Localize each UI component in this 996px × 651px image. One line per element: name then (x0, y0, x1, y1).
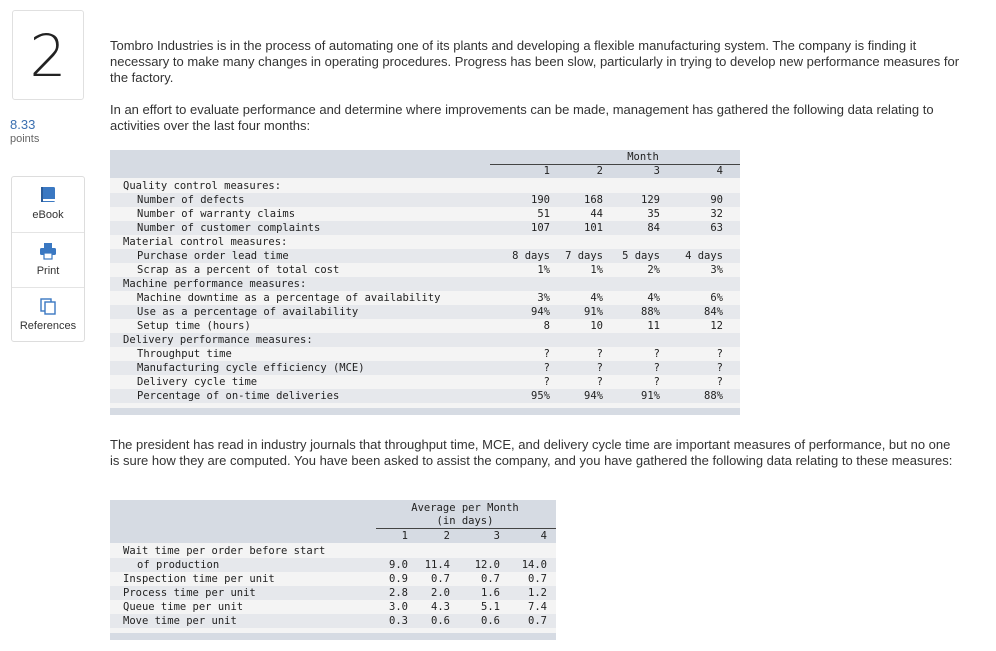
table-cell: 101 (584, 222, 603, 234)
table-cell: 94% (531, 306, 550, 318)
table-cell: 1.2 (528, 587, 547, 599)
points-label: points (10, 133, 40, 145)
points-indicator (10, 117, 39, 147)
table-cell: 0.9 (389, 573, 408, 585)
table-cell: ? (543, 362, 550, 374)
references-label: References (19, 320, 77, 332)
table-cell: 0.6 (481, 615, 500, 627)
table-cell: 168 (584, 194, 603, 206)
table-cell: 84% (704, 306, 723, 318)
row-label: Number of customer complaints (137, 222, 321, 234)
table-cell: 0.7 (481, 573, 500, 585)
table-cell: 7 days (565, 250, 603, 262)
table-cell: 1% (590, 264, 603, 276)
table-footer (110, 633, 556, 640)
row-label: Machine downtime as a percentage of availability (137, 292, 441, 304)
table-cell: 2.0 (431, 587, 450, 599)
row-label: Quality control measures: (123, 180, 282, 192)
row-label: of production (137, 559, 220, 571)
references-button[interactable] (12, 287, 84, 342)
table-cell: 4% (647, 292, 660, 304)
table-cell: 0.7 (528, 615, 547, 627)
month-header: 1 (401, 530, 408, 542)
table-cell: 3.0 (389, 601, 408, 613)
print-button[interactable] (12, 232, 84, 287)
row-label: Delivery cycle time (137, 376, 258, 388)
avg-group-header-line2: (in days) (436, 515, 494, 527)
table-cell: 32 (710, 208, 723, 220)
row-label: Setup time (hours) (137, 320, 251, 332)
table-cell: 4% (590, 292, 603, 304)
month-header: 2 (596, 165, 603, 177)
month-header: 4 (540, 530, 547, 542)
table-cell: ? (716, 362, 723, 374)
table-cell: 63 (710, 222, 723, 234)
row-label: Purchase order lead time (137, 250, 289, 262)
question-number-box (12, 10, 84, 100)
row-label: Number of warranty claims (137, 208, 296, 220)
table-cell: 14.0 (521, 559, 547, 571)
table-cell: 11.4 (424, 559, 450, 571)
performance-measures-table (110, 150, 740, 415)
points-value: 8.33 (10, 117, 36, 132)
row-label: Percentage of on-time deliveries (137, 390, 340, 402)
row-label: Wait time per order before start (123, 545, 326, 557)
table-cell: 84 (647, 222, 660, 234)
month-header: 1 (543, 165, 550, 177)
printer-icon (39, 242, 57, 260)
table-cell: 35 (647, 208, 660, 220)
table-cell: 8 (543, 320, 550, 332)
table-cell: 12 (710, 320, 723, 332)
table-cell: ? (596, 376, 603, 388)
data-intro-paragraph: In an effort to evaluate performance and determine where improvements can be made, management has gathered the following data relating to activities over the last four months: (110, 102, 934, 133)
table-cell: 10 (590, 320, 603, 332)
table-cell: 95% (531, 390, 550, 402)
table-cell: ? (596, 362, 603, 374)
month-header: 3 (493, 530, 500, 542)
table-cell: 3% (710, 264, 723, 276)
table-cell: 5.1 (481, 601, 500, 613)
table-cell: 190 (531, 194, 550, 206)
table-cell: 2% (647, 264, 660, 276)
table-cell: 0.7 (528, 573, 547, 585)
row-label: Throughput time (137, 348, 232, 360)
row-label: Manufacturing cycle efficiency (MCE) (137, 362, 365, 374)
avg-group-header-line1: Average per Month (411, 502, 519, 514)
table-cell: 1% (537, 264, 550, 276)
ebook-button[interactable] (12, 177, 84, 231)
row-label: Delivery performance measures: (123, 334, 313, 346)
table-cell: 0.7 (431, 573, 450, 585)
row-label: Inspection time per unit (123, 573, 275, 585)
table-cell: ? (716, 376, 723, 388)
table-cell: 3% (537, 292, 550, 304)
ebook-label: eBook (32, 209, 64, 221)
month-group-header: Month (627, 151, 659, 163)
row-label: Move time per unit (123, 615, 237, 627)
table-cell: 8 days (512, 250, 550, 262)
president-paragraph: The president has read in industry journals that throughput time, MCE, and delivery cycle time are important measures of performance, but no one is sure how they are computed. You have been asked to assist the company, and you have gathered the following data relating to these measures: (110, 437, 953, 468)
table-cell: 0.3 (389, 615, 408, 627)
print-label: Print (36, 265, 60, 277)
table-footer (110, 408, 740, 415)
table-cell: 91% (584, 306, 603, 318)
table-cell: 51 (537, 208, 550, 220)
table-cell: 94% (584, 390, 603, 402)
table-cell: ? (653, 362, 660, 374)
table-cell: 0.6 (431, 615, 450, 627)
tools-panel (11, 176, 85, 342)
table-cell: ? (543, 348, 550, 360)
table-cell: 44 (590, 208, 603, 220)
book-icon (39, 186, 57, 204)
table-cell: ? (596, 348, 603, 360)
table-cell: 9.0 (389, 559, 408, 571)
table-cell: ? (716, 348, 723, 360)
time-data-table (110, 500, 556, 640)
table-cell: 88% (704, 390, 723, 402)
month-header: 4 (716, 165, 723, 177)
table-cell: ? (653, 376, 660, 388)
table-cell: 4.3 (431, 601, 450, 613)
row-label: Queue time per unit (123, 601, 244, 613)
table-cell: 11 (647, 320, 660, 332)
row-label: Use as a percentage of availability (137, 306, 359, 318)
row-label: Process time per unit (123, 587, 256, 599)
table-cell: 129 (641, 194, 660, 206)
table-cell: 7.4 (528, 601, 547, 613)
table-cell: 2.8 (389, 587, 408, 599)
table-cell: 12.0 (474, 559, 500, 571)
month-header: 2 (443, 530, 450, 542)
table-cell: 5 days (622, 250, 660, 262)
table-cell: 6% (710, 292, 723, 304)
table-cell: 4 days (685, 250, 723, 262)
table-cell: 1.6 (481, 587, 500, 599)
documents-icon (39, 297, 57, 315)
intro-paragraph: Tombro Industries is in the process of automating one of its plants and developing a flexible manufacturing system. The company is finding it necessary to make many changes in operating procedures. Progress has been slow, particularly in trying to develop new performance measures for the factory. (110, 38, 960, 85)
table-cell: ? (653, 348, 660, 360)
table-cell: ? (543, 376, 550, 388)
row-label: Number of defects (137, 194, 245, 206)
table-cell: 91% (641, 390, 660, 402)
month-header: 3 (653, 165, 660, 177)
table-cell: 107 (531, 222, 550, 234)
row-label: Machine performance measures: (123, 278, 307, 290)
question-number: 2 (29, 22, 67, 90)
table-cell: 90 (710, 194, 723, 206)
row-label: Material control measures: (123, 236, 288, 248)
row-label: Scrap as a percent of total cost (137, 264, 340, 276)
table-cell: 88% (641, 306, 660, 318)
